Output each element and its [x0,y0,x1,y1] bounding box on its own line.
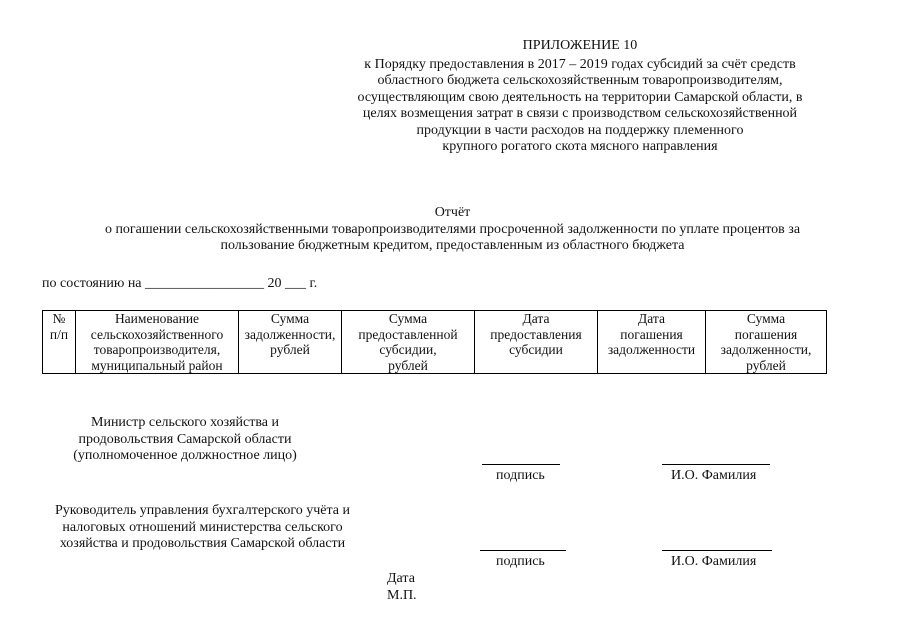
appendix-line: к Порядку предоставления в 2017 – 2019 годах субсидий за счёт средств [364,56,796,72]
signatory-position-minister: Министр сельского хозяйства и продовольствия Самарской области (уполномоченное должностное лицо) [73,415,297,463]
report-title-block [40,205,865,255]
report-subtitle-line: о погашении сельскохозяйственными товаропроизводителями просроченной задолженности по уплате процентов за [104,221,801,237]
signature-line [482,464,560,465]
header-cell-subsidy-amount: Сумма предоставленной субсидии, рублей [342,311,475,374]
name-label: И.О. Фамилия [671,468,757,483]
appendix-line: областного бюджета сельскохозяйственным товаропроизводителям, [377,73,783,88]
name-line [662,464,770,465]
signature-label: подпись [496,468,545,483]
appendix-line: крупного рогатого скота мясного направления [442,139,718,154]
name-line [662,550,772,551]
header-cell-repayment-date: Дата погашения задолженности [598,311,706,374]
header-cell-debt-amount: Сумма задолженности, рублей [239,311,342,374]
date-label: Дата [387,571,415,586]
header-cell-subsidy-date: Дата предоставления субсидии [475,311,598,374]
signature-label: подпись [496,554,545,569]
signature-line [480,550,566,551]
header-cell-repayment-amount: Сумма погашения задолженности, рублей [706,311,827,374]
appendix-header [330,38,830,156]
appendix-line: целях возмещения затрат в связи с производством сельскохозяйственной [362,106,798,121]
report-subtitle-line: пользование бюджетным кредитом, предоставленным из областного бюджета [220,238,685,253]
header-cell-producer: Наименование сельскохозяйственного товаропроизводителя, муниципальный район [76,311,239,374]
report-table [42,310,827,374]
signatory-position-accounting-head: Руководитель управления бухгалтерского учёта и налоговых отношений министерства сельского хозяйства и продовольствия Самарской области [55,503,350,551]
as-of-date-line: по состоянию на _________________ 20 ___ г. [42,276,318,291]
table-header-row [43,311,827,374]
header-cell-number: № п/п [43,311,76,374]
appendix-line: осуществляющим свою деятельность на территории Самарской области, в [357,89,803,105]
appendix-line: продукции в части расходов на поддержку племенного [416,122,744,138]
stamp-label: М.П. [387,588,417,603]
appendix-title: ПРИЛОЖЕНИЕ 10 [522,38,638,53]
name-label: И.О. Фамилия [671,554,757,569]
report-title: Отчёт [434,205,471,220]
